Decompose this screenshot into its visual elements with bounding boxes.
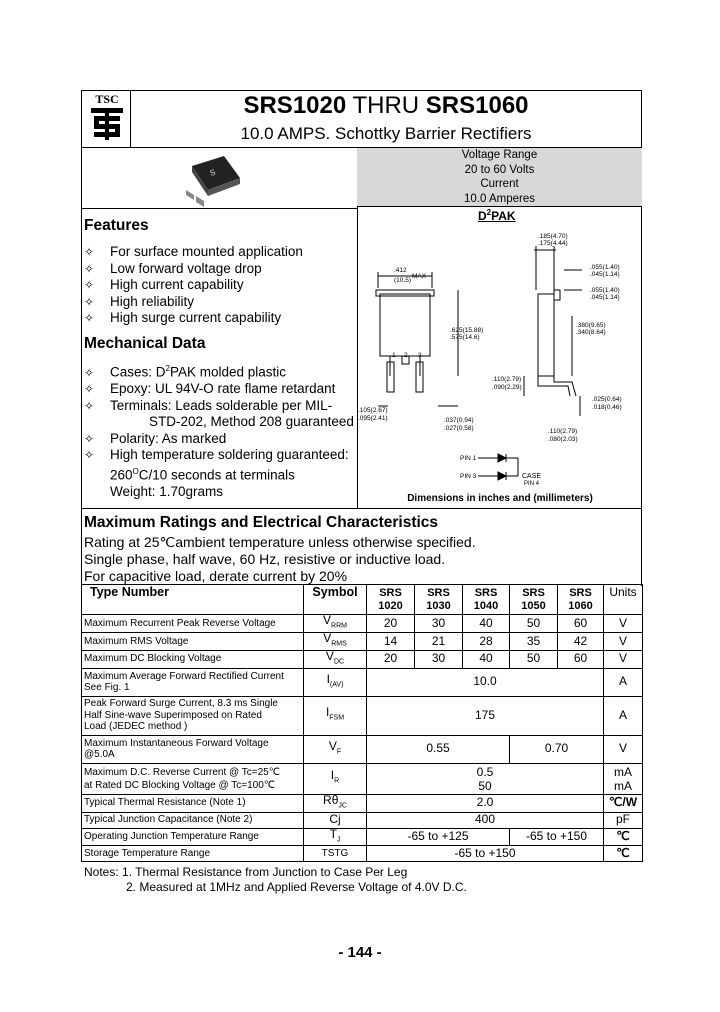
bullet-icon: ✧ (84, 431, 95, 446)
value-cell: 50 (510, 615, 558, 633)
col-units: Units (604, 585, 643, 615)
param-cell: Typical Junction Capacitance (Note 2) (82, 812, 304, 828)
value-cell: 0.70 (510, 735, 604, 763)
dimensions-caption: Dimensions in inches and (millimeters) (407, 493, 593, 504)
part-prefix: SRS (379, 586, 402, 599)
dim-d4: (10.5) (394, 277, 411, 284)
feature-text: High surge current capability (110, 310, 282, 325)
ratings-line-1: Rating at 25℃ambient temperature unless otherwise specified. (84, 534, 476, 550)
value-cell: 14 (367, 632, 415, 650)
value-cell: 35 (510, 632, 558, 650)
part-number: 1060 (568, 599, 593, 612)
pin-label-3: 3 (418, 352, 422, 359)
ratings-table (81, 584, 643, 862)
table-row (82, 632, 643, 650)
value-cell: 42 (558, 632, 604, 650)
value-cell: 20 (367, 615, 415, 633)
soldering-pre: 260 (110, 467, 133, 482)
param-cell: Operating Junction Temperature Range (82, 828, 304, 846)
symbol-cell: $V_{RRM}$ (304, 615, 367, 633)
dim-d10: .380(9.65) (576, 322, 606, 329)
table-row (82, 763, 643, 794)
value-cell: 40 (463, 650, 510, 668)
package-label-sup: 2 (486, 208, 492, 217)
current-value: 10.0 Amperes (464, 192, 535, 205)
mech-cases (84, 361, 356, 381)
symbol-cell: $V_{DC}$ (304, 650, 367, 668)
param-cell: Maximum Average Forward Rectified Current See Fig. 1 (82, 668, 304, 696)
value-cell: 30 (415, 615, 463, 633)
col-part (463, 585, 510, 615)
unit-cell: mA mA (604, 763, 643, 794)
unit-cell: pF (604, 812, 643, 828)
package-label (478, 208, 516, 223)
bullet-icon: ✧ (84, 365, 95, 380)
value-cell: -65 to +150 (367, 846, 604, 862)
page-title (130, 92, 642, 120)
value-cell: 28 (463, 632, 510, 650)
unit-cell: A (604, 668, 643, 696)
feature-item (84, 244, 354, 261)
symbol-cell: $T_J$ (304, 828, 367, 846)
ratings-line-3: For capacitive load, derate current by 20% (84, 568, 348, 584)
value-cell: 60 (558, 650, 604, 668)
dim-d9: .045(1.14) (590, 294, 620, 301)
bullet-icon: ✧ (84, 245, 95, 259)
dim-d2: .175(4.44) (538, 240, 568, 247)
dim-d21: .027(0.58) (444, 425, 474, 432)
unit-cell: ℃ (604, 828, 643, 846)
mech-soldering-cont (84, 464, 356, 484)
symbol-cell: $R\theta_{JC}$ (304, 794, 367, 812)
unit-cell: A (604, 696, 643, 735)
value-cell: 0.55 (367, 735, 510, 763)
dim-d5: MAX (412, 273, 427, 280)
table-row (82, 846, 643, 862)
pin3-label: PIN 3 (460, 473, 477, 480)
dim-d11: .340(8.64) (576, 329, 606, 336)
col-part (558, 585, 604, 615)
mech-soldering (84, 447, 356, 464)
table-row (82, 696, 643, 735)
pin-label-2: 2 (404, 352, 408, 359)
param-cell: Maximum Recurrent Peak Reverse Voltage (82, 615, 304, 633)
dim-d13: .575(14.6) (450, 334, 480, 341)
value-cell: 21 (415, 632, 463, 650)
dim-d15: .090(2.29) (492, 384, 522, 391)
dim-d3: .412 (394, 267, 407, 274)
table-row (82, 668, 643, 696)
unit-cell: V (604, 632, 643, 650)
cases-post: PAK molded plastic (169, 364, 287, 380)
terminals-text-1: Terminals: Leads solderable per MIL- (110, 397, 333, 413)
part-number: 1030 (426, 599, 451, 612)
package-label-pak: PAK (491, 209, 516, 223)
part-number: 1050 (521, 599, 546, 612)
symbol-cell: $V_F$ (304, 735, 367, 763)
bullet-icon: ✧ (84, 382, 95, 396)
param-cell: Peak Forward Surge Current, 8.3 ms Single Half Sine-wave Superimposed on Rated Load (JEDEC method ) (82, 696, 304, 735)
logo-symbol-icon (88, 106, 126, 142)
symbol-cell: $I_R$ (304, 763, 367, 794)
feature-text: For surface mounted application (110, 244, 303, 259)
package-label-d: D (478, 209, 487, 223)
mech-terminals-cont: STD-202, Method 208 guaranteed (149, 414, 354, 429)
table-row (82, 812, 643, 828)
soldering-text-1: High temperature soldering guaranteed: (110, 447, 349, 462)
value-cell: 60 (558, 615, 604, 633)
param-cell: Typical Thermal Resistance (Note 1) (82, 794, 304, 812)
cases-sup: 2 (165, 364, 170, 373)
value-cell: -65 to +150 (510, 828, 604, 846)
feature-item (84, 277, 354, 294)
dim-d18: .105(2.67) (358, 407, 388, 414)
feature-item (84, 310, 354, 327)
dim-d20: .037(0.94) (444, 417, 474, 424)
table-row (82, 794, 643, 812)
pin4-label: PIN 4 (524, 481, 540, 487)
param-cell: Maximum RMS Voltage (82, 632, 304, 650)
unit-cell: V (604, 615, 643, 633)
voltage-range-value: 20 to 60 Volts (464, 163, 535, 176)
soldering-post: C/10 seconds at terminals (138, 467, 295, 482)
feature-text: Low forward voltage drop (110, 260, 262, 276)
symbol-cell: $I_{(AV)}$ (304, 668, 367, 696)
dim-d6: .055(1.40) (590, 264, 620, 271)
value-cell: 175 (367, 696, 604, 735)
part-prefix: SRS (427, 586, 450, 599)
symbol-cell: Cj (304, 812, 367, 828)
part-prefix: SRS (569, 586, 592, 599)
value-cell: 30 (415, 650, 463, 668)
package-photo (178, 152, 248, 212)
table-row (82, 735, 643, 763)
note-2: 2. Measured at 1MHz and Applied Reverse Voltage of 4.0V D.C. (126, 880, 467, 894)
param-cell: Storage Temperature Range (82, 846, 304, 862)
table-row (82, 828, 643, 846)
unit-cell: ℃/W (604, 794, 643, 812)
param-cell: Maximum Instantaneous Forward Voltage @5.0A (82, 735, 304, 763)
features-list (84, 244, 354, 327)
ratings-line-2: Single phase, half wave, 60 Hz, resistive or inductive load. (84, 551, 446, 567)
param-cell: Maximum D.C. Reverse Current @ Tc=25℃ at Rated DC Blocking Voltage @ Tc=100℃ (82, 763, 304, 794)
col-part (367, 585, 415, 615)
value-cell: 20 (367, 650, 415, 668)
value-cell: -65 to +125 (367, 828, 510, 846)
case-label: CASE (522, 473, 542, 480)
bullet-icon: ✧ (84, 261, 95, 276)
bullet-icon: ✧ (84, 311, 95, 325)
soldering-sup: O (132, 466, 139, 476)
dim-d16: .025(0.64) (592, 396, 622, 403)
mech-terminals (84, 398, 356, 415)
pin-label-1: 1 (392, 352, 396, 359)
tsc-logo (88, 93, 126, 143)
dim-d23: .080(2.03) (548, 436, 578, 443)
ratings-heading: Maximum Ratings and Electrical Characteristics (84, 514, 439, 531)
voltage-range-box (357, 148, 642, 206)
part-prefix: SRS (522, 586, 545, 599)
page-number: - 144 - (338, 944, 382, 961)
mech-epoxy (84, 381, 356, 398)
note-1: Notes: 1. Thermal Resistance from Junction to Case Per Leg (84, 865, 408, 879)
unit-cell: V (604, 650, 643, 668)
bullet-icon: ✧ (84, 278, 95, 292)
voltage-range-label: Voltage Range (461, 149, 538, 161)
bullet-icon: ✧ (84, 294, 95, 309)
part-number: 1020 (378, 599, 403, 612)
voltage-box-bottom-line (357, 206, 642, 207)
epoxy-text: Epoxy: UL 94V-O rate flame retardant (110, 381, 336, 396)
bullet-icon: ✧ (84, 448, 95, 462)
value-cell: 10.0 (367, 668, 604, 696)
svg-text:S: S (208, 167, 217, 178)
pin1-label: PIN 1 (460, 455, 477, 462)
unit-cell: ℃ (604, 846, 643, 862)
symbol-cell: TSTG (304, 846, 367, 862)
mech-polarity (84, 431, 356, 448)
param-cell: Maximum DC Blocking Voltage (82, 650, 304, 668)
feature-item (84, 261, 354, 278)
dim-d17: .018(0.46) (592, 404, 622, 411)
value-cell: 0.5 50 (367, 763, 604, 794)
dim-d19: .095(2.41) (358, 415, 388, 422)
dim-d1: .185(4.70) (538, 233, 568, 240)
logo-text: TSC (95, 92, 119, 106)
value-cell: 400 (367, 812, 604, 828)
mechanical-heading: Mechanical Data (84, 335, 206, 352)
bullet-icon: ✧ (84, 398, 95, 413)
col-symbol: Symbol (304, 585, 367, 615)
features-heading: Features (84, 217, 149, 234)
title-part-thru: THRU (346, 92, 426, 119)
part-prefix: SRS (474, 586, 498, 599)
table-header-row (82, 585, 643, 615)
page-subtitle: 10.0 AMPS. Schottky Barrier Rectifiers (240, 124, 532, 143)
dim-d12: .625(15.88) (450, 327, 484, 334)
cases-pre: Cases: D (110, 364, 166, 380)
part-number: 1040 (473, 599, 499, 612)
dim-d8: .055(1.40) (590, 287, 620, 294)
col-part (415, 585, 463, 615)
dim-d14: .110(2.79) (492, 376, 522, 383)
feature-text: High reliability (110, 293, 195, 309)
table-row (82, 615, 643, 633)
table-row (82, 650, 643, 668)
unit-cell: V (604, 735, 643, 763)
value-cell: 2.0 (367, 794, 604, 812)
title-part-end: SRS1060 (425, 92, 529, 119)
dim-d22: .110(2.79) (548, 428, 578, 435)
feature-item (84, 294, 354, 311)
value-cell: 50 (510, 650, 558, 668)
mech-weight: Weight: 1.70grams (110, 483, 224, 499)
value-cell: 40 (463, 615, 510, 633)
dim-d7: .045(1.14) (590, 271, 620, 278)
symbol-cell: $V_{RMS}$ (304, 632, 367, 650)
mechanical-list (84, 361, 356, 500)
col-part (510, 585, 558, 615)
symbol-cell: $I_{FSM}$ (304, 696, 367, 735)
col-type-number: Type Number (82, 585, 304, 615)
polarity-text: Polarity: As marked (110, 430, 227, 446)
feature-text: High current capability (110, 277, 244, 292)
title-part-start: SRS1020 (243, 92, 347, 119)
current-label: Current (480, 178, 519, 190)
